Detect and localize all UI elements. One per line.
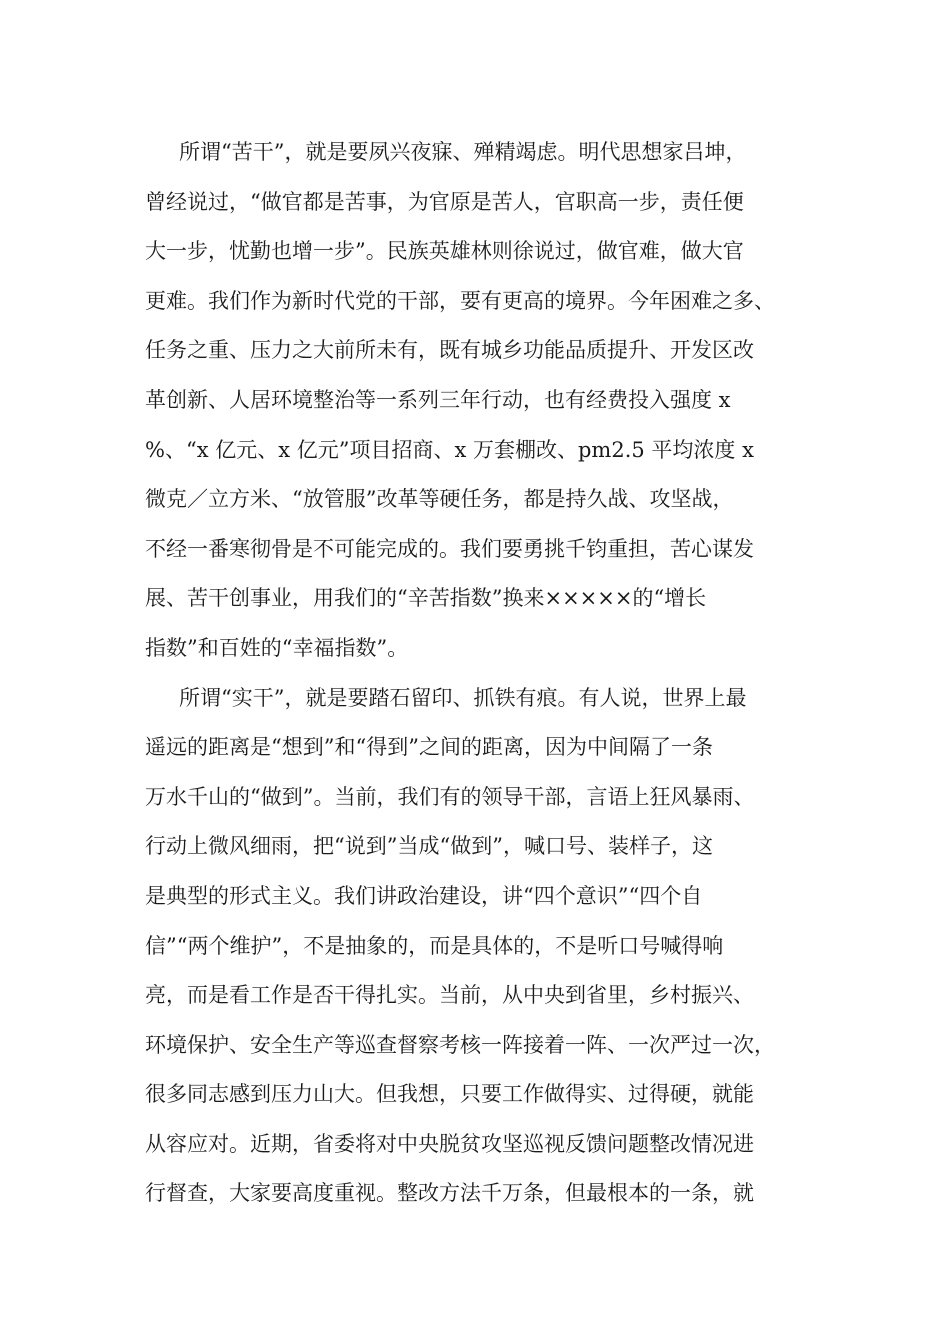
text-line: 展、苦干创事业，用我们的“辛苦指数”换来×××××的“增长: [145, 586, 707, 611]
text-line: 是典型的形式主义。我们讲政治建设，讲“四个意识”“四个自: [145, 883, 703, 908]
text-line: 更难。我们作为新时代党的干部，要有更高的境界。今年困难之多、: [145, 288, 775, 313]
text-line: 所谓“苦干”，就是要夙兴夜寐、殚精竭虑。明代思想家吕坤，: [179, 140, 747, 164]
text-line: 环境保护、安全生产等巡查督察考核一阵接着一阵、一次严过一次，: [145, 1032, 775, 1057]
text-line: 亮，而是看工作是否干得扎实。当前，从中央到省里，乡村振兴、: [145, 983, 754, 1008]
text-line: 行动上微风细雨，把“说到”当成“做到”，喊口号、装样子，这: [145, 834, 713, 859]
text-line: 革创新、人居环境整治等一系列三年行动，也有经费投入强度 x: [145, 387, 731, 412]
paragraph-practical-work: [145, 678, 805, 1273]
text-line: 行督查，大家要高度重视。整改方法千万条，但最根本的一条，就: [145, 1181, 754, 1206]
document-body: [145, 132, 805, 1273]
text-line: 不经一番寒彻骨是不可能完成的。我们要勇挑千钧重担，苦心谋发: [145, 536, 754, 561]
text-line: 从容应对。近期，省委将对中央脱贫攻坚巡视反馈问题整改情况进: [145, 1131, 754, 1156]
paragraph-hard-work: [145, 132, 805, 678]
text-line: 任务之重、压力之大前所未有，既有城乡功能品质提升、开发区改: [145, 338, 754, 363]
text-line: 所谓“实干”，就是要踏石留印、抓铁有痕。有人说，世界上最: [179, 685, 747, 710]
text-line: 大一步，忧勤也增一步”。民族英雄林则徐说过，做官难，做大官: [145, 239, 744, 264]
text-line: [145, 1223, 805, 1273]
text-line: 指数”和百姓的“幸福指数”。: [145, 635, 409, 660]
text-line: 很多同志感到压力山大。但我想，只要工作做得实、过得硬，就能: [145, 1082, 754, 1107]
text-line: 微克／立方米、“放管服”改革等硬任务，都是持久战、攻坚战，: [145, 487, 734, 512]
text-line: 万水千山的“做到”。当前，我们有的领导干部，言语上狂风暴雨、: [145, 784, 755, 809]
text-line: 曾经说过，“做官都是苦事，为官原是苦人，官职高一步，责任便: [145, 189, 744, 214]
text-line: 信”“两个维护”，不是抽象的，而是具体的，不是听口号喊得响: [145, 933, 724, 958]
text-line: %、“x 亿元、x 亿元”项目招商、x 万套棚改、pm2.5 平均浓度 x: [145, 437, 754, 462]
text-line: 遥远的距离是“想到”和“得到”之间的距离，因为中间隔了一条: [145, 735, 713, 760]
